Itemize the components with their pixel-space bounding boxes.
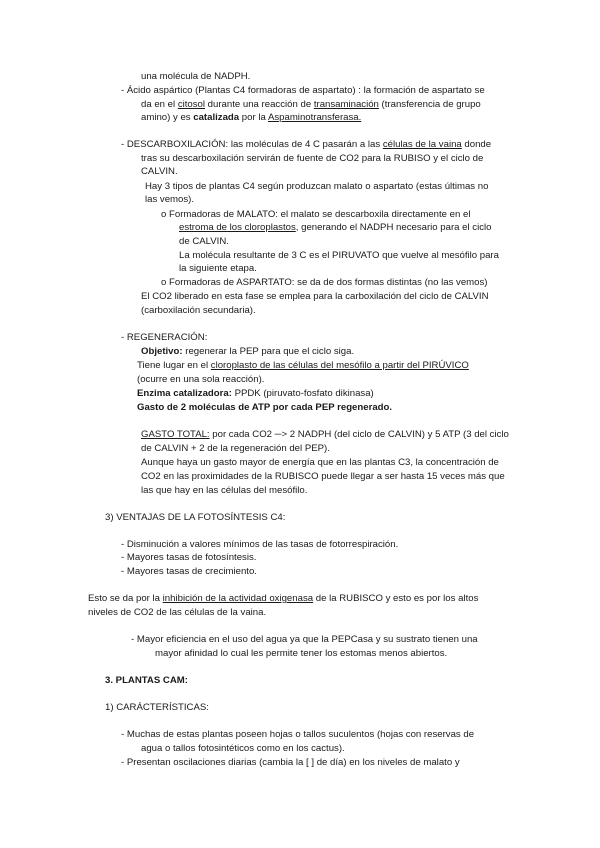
text-span: donde: [461, 139, 492, 150]
text-span: de la RUBISCO y esto es por los altos: [313, 593, 479, 604]
text-line: 1) CARÁCTERÍSTICAS:: [105, 702, 209, 713]
text-line: una molécula de NADPH.: [141, 71, 251, 82]
text-line: [137, 360, 469, 372]
text-line: [141, 112, 361, 124]
underlined-term: GASTO TOTAL:: [141, 429, 210, 440]
text-span: da en el: [141, 99, 178, 110]
text-line: las vemos).: [145, 194, 195, 205]
bold-term: Objetivo:: [141, 346, 183, 357]
text-line: [121, 139, 491, 151]
underlined-term: citosol: [177, 99, 206, 110]
text-line: [141, 99, 481, 111]
text-span: amino) y es: [141, 112, 194, 123]
text-line: CALVIN.: [141, 166, 178, 177]
text-line: la siguiente etapa.: [179, 263, 257, 274]
text-line: - Disminución a valores mínimos de las tasas de fotorrespiración.: [121, 539, 399, 550]
bold-term: Enzima catalizadora:: [137, 388, 232, 399]
underlined-term: transaminación: [313, 99, 379, 110]
text-line: El CO2 liberado en esta fase se emplea para la carboxilación del ciclo de CALVIN: [141, 291, 489, 302]
underlined-term: cloroplasto de las células del mesófilo a partir del PIRÚVICO: [210, 360, 469, 371]
text-span: Esto se da por la: [88, 593, 163, 604]
text-line: - Presentan oscilaciones diarias (cambia la [ ] de día) en los niveles de malato y: [121, 757, 460, 768]
text-line: 3) VENTAJAS DE LA FOTOSÍNTESIS C4:: [105, 512, 286, 523]
text-span: durante una reacción de: [205, 99, 314, 110]
text-line: CO2 en las proximidades de la RUBISCO puede llegar a ser hasta 15 veces más que: [141, 471, 505, 482]
text-line: - Mayor eficiencia en el uso del agua ya que la PEPCasa y su sustrato tienen una: [131, 634, 478, 645]
text-line: - Mayores tasas de crecimiento.: [121, 566, 257, 577]
text-line: La molécula resultante de 3 C es el PIRUVATO que vuelve al mesófilo para: [179, 250, 499, 261]
underlined-term: estroma de los cloroplastos: [179, 222, 296, 233]
text-line: agua o tallos fotosintéticos como en los cactus).: [141, 743, 345, 754]
text-line: (ocurre en una sola reacción).: [137, 374, 265, 385]
text-line: o Formadoras de ASPARTATO: se da de dos formas distintas (no las vemos): [161, 277, 488, 288]
text-line: [137, 388, 374, 400]
text-line: [141, 429, 509, 441]
text-line: Gasto de 2 moléculas de ATP por cada PEP regenerado.: [137, 402, 393, 413]
text-line: - Muchas de estas plantas poseen hojas o tallos suculentos (hojas con reservas de: [121, 729, 475, 740]
text-line: - REGENERACIÓN:: [121, 332, 208, 343]
text-line: mayor afinidad lo cual les permite tener los estomas menos abiertos.: [155, 648, 448, 659]
text-line: Hay 3 tipos de plantas C4 según produzcan malato o aspartato (estas últimas no: [145, 181, 489, 192]
text-line: de CALVIN.: [179, 236, 229, 247]
text-line: - Mayores tasas de fotosíntesis.: [121, 552, 257, 563]
bold-term: catalizada: [193, 112, 240, 123]
text-line: [141, 346, 354, 358]
text-line: - Ácido aspártico (Plantas C4 formadoras de aspartato) : la formación de aspartato se: [121, 85, 485, 96]
text-span: por la: [239, 112, 268, 123]
text-line: de CALVIN + 2 de la regeneración del PEP).: [141, 443, 330, 454]
text-line: (carboxilación secundaria).: [141, 305, 256, 316]
text-line: o Formadoras de MALATO: el malato se descarboxila directamente en el: [161, 209, 471, 220]
underlined-term: inhibición de la actividad oxigenasa: [162, 593, 314, 604]
underlined-term: células de la vaina: [382, 139, 462, 150]
text-line: [179, 222, 492, 234]
text-line: Aunque haya un gasto mayor de energía que en las plantas C3, la concentración de: [141, 457, 499, 468]
text-span: - DESCARBOXILACIÓN: las moléculas de 4 C pasarán a las: [121, 139, 383, 150]
text-line: niveles de CO2 de las células de la vaina.: [88, 607, 267, 618]
text-span: PPDK (piruvato-fosfato dikinasa): [231, 388, 374, 399]
text-line: las que hay en las células del mesófilo.: [141, 485, 308, 496]
section-heading: 3. PLANTAS CAM:: [105, 675, 188, 686]
underlined-term: Aspaminotransferasa.: [267, 112, 362, 123]
text-span: por cada CO2 ─> 2 NADPH (del ciclo de CALVIN) y 5 ATP (3 del ciclo: [209, 429, 509, 440]
text-span: , generando el NADPH necesario para el ciclo: [295, 222, 492, 233]
text-span: Tiene lugar en el: [137, 360, 211, 371]
text-span: regenerar la PEP para que el ciclo siga.: [182, 346, 355, 357]
text-line: [88, 593, 478, 605]
text-line: tras su descarboxilación servirán de fuente de CO2 para la RUBISO y el ciclo de: [141, 153, 484, 164]
text-span: (transferencia de grupo: [378, 99, 481, 110]
